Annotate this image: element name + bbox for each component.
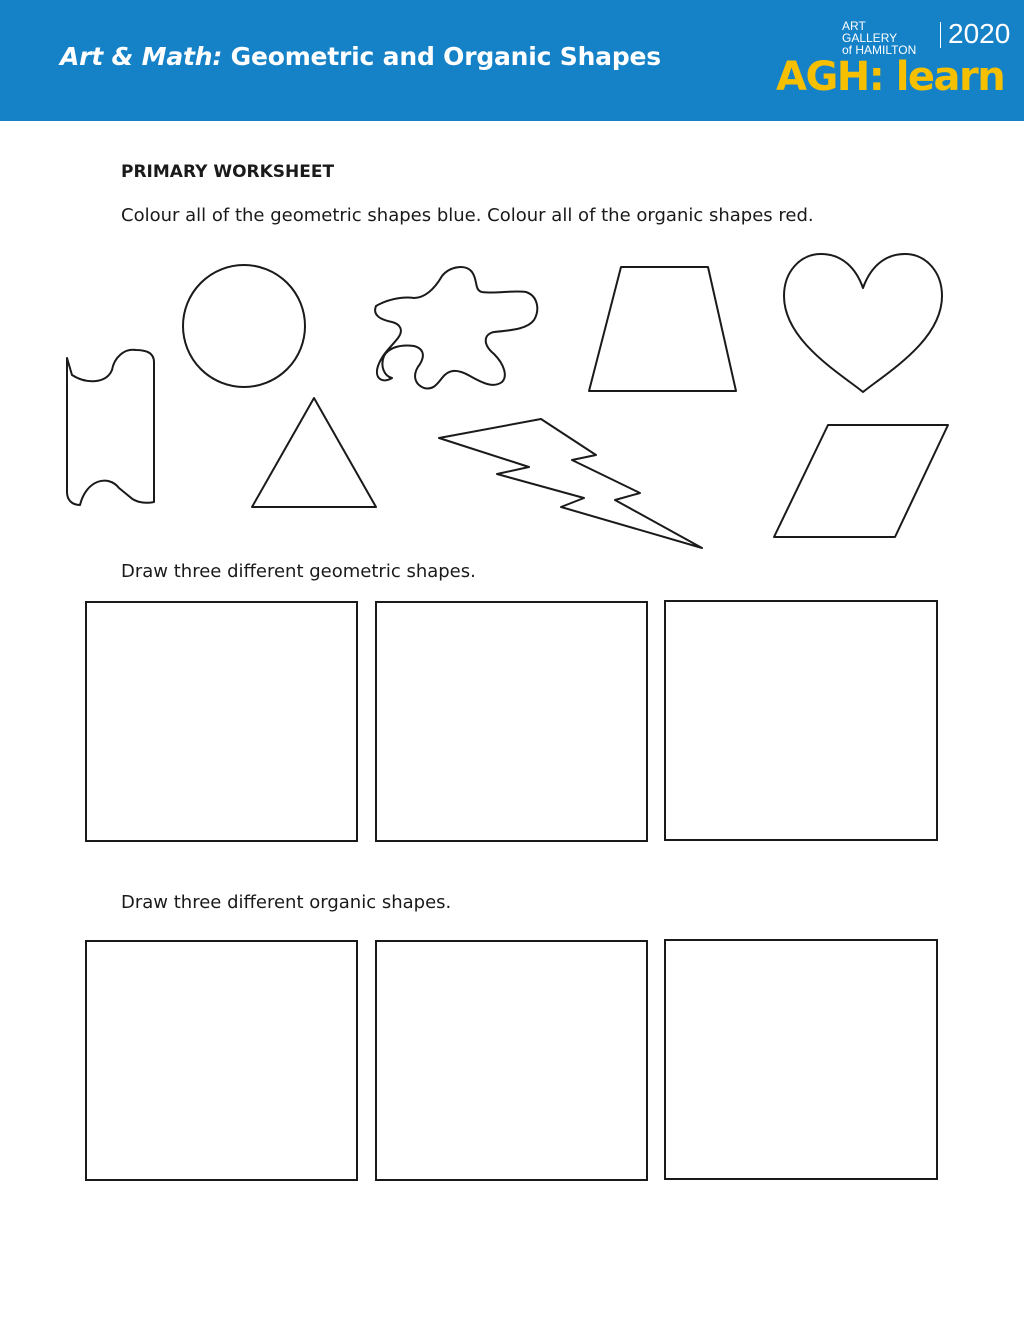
splat-shape xyxy=(375,267,537,388)
triangle-shape xyxy=(252,398,376,507)
scroll-shape xyxy=(67,350,154,505)
organic-drawing-box-3[interactable] xyxy=(664,939,938,1180)
worksheet-heading: PRIMARY WORKSHEET xyxy=(121,162,335,182)
page-title-rest: Geometric and Organic Shapes xyxy=(222,42,661,71)
organic-drawing-box-1[interactable] xyxy=(85,940,358,1181)
geometric-drawing-box-3[interactable] xyxy=(664,600,938,841)
organic-instruction: Draw three different organic shapes. xyxy=(121,892,452,913)
parallelogram-shape xyxy=(774,425,948,537)
colour-instruction: Colour all of the geometric shapes blue. Colour all of the organic shapes red. xyxy=(121,205,814,226)
organic-drawing-box-2[interactable] xyxy=(375,940,648,1181)
geometric-instruction: Draw three different geometric shapes. xyxy=(121,561,476,582)
heart-shape xyxy=(784,254,942,392)
shapes-illustration xyxy=(0,0,1024,560)
logo-org-line1: ART GALLERY xyxy=(842,19,898,45)
logo-year: 2020 xyxy=(948,18,1011,49)
logo-brand: AGH: learn xyxy=(776,54,1005,100)
geometric-drawing-box-1[interactable] xyxy=(85,601,358,842)
circle-shape xyxy=(183,265,305,387)
geometric-drawing-box-2[interactable] xyxy=(375,601,648,842)
page-title-accent: Art & Math: xyxy=(60,42,223,71)
logo-org-line2: of HAMILTON xyxy=(842,43,917,57)
lightning-bolt-shape xyxy=(439,419,702,548)
trapezoid-shape xyxy=(589,267,736,391)
